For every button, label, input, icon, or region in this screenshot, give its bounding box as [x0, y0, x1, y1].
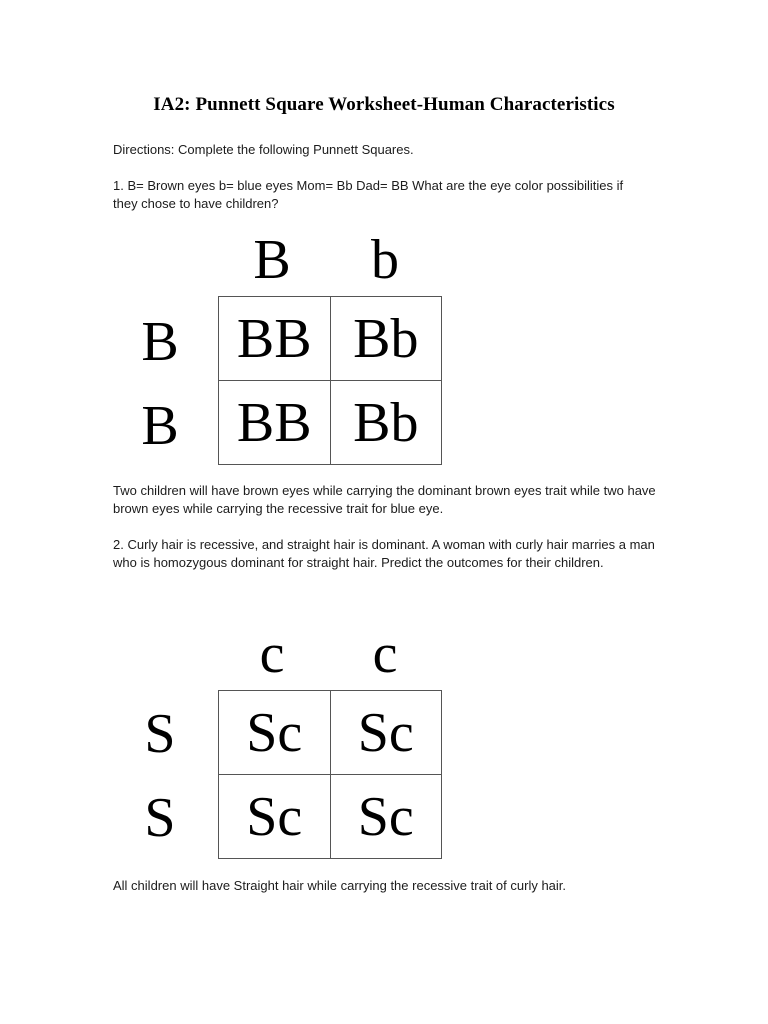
q2-cell: Sc: [219, 691, 331, 775]
answer-2-text: All children will have Straight hair while carrying the recessive trait of curly hair.: [113, 878, 567, 893]
q1-side-allele-2: B: [141, 395, 179, 457]
q2-cell: Sc: [330, 775, 442, 859]
q2-side-allele-2: S: [144, 787, 176, 849]
q2-cell: Sc: [219, 775, 331, 859]
q1-cell: Bb: [330, 381, 441, 465]
answer-1-text: Two children will have brown eyes while carrying the dominant brown eyes trait while two have brown eyes while carrying the recessive trait for blue eye.: [113, 483, 656, 516]
directions-text: Directions: Complete the following Punnett Squares.: [113, 142, 414, 157]
q2-top-allele-1: c: [259, 623, 285, 685]
q1-cell: BB: [219, 381, 331, 465]
q2-cell: Sc: [330, 691, 442, 775]
q1-top-allele-1: B: [253, 229, 291, 291]
q2-top-allele-2: c: [372, 623, 398, 685]
punnett-square-2: [218, 690, 442, 859]
q1-cell: Bb: [330, 297, 441, 381]
q1-top-allele-2: b: [371, 229, 399, 291]
q2-side-allele-1: S: [144, 703, 176, 765]
page-title: IA2: Punnett Square Worksheet-Human Characteristics: [153, 94, 615, 115]
q1-cell: BB: [219, 297, 331, 381]
q1-side-allele-1: B: [141, 311, 179, 373]
question-2-text: 2. Curly hair is recessive, and straight hair is dominant. A woman with curly hair marries a man who is homozygous dominant for straight hair. Predict the outcomes for their children.: [113, 537, 655, 570]
punnett-square-1: [218, 296, 442, 465]
question-1-text: 1. B= Brown eyes b= blue eyes Mom= Bb Dad= BB What are the eye color possibilities if they chose to have children?: [113, 178, 624, 211]
